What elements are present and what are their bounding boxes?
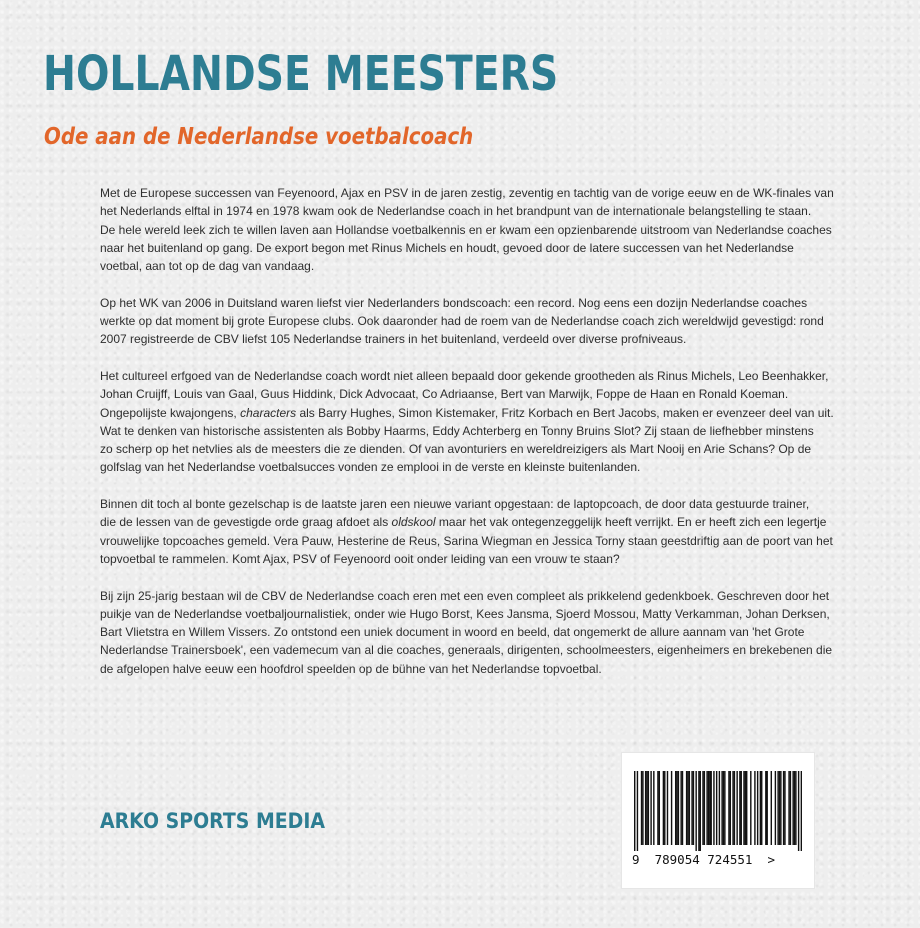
paragraph-4 (100, 495, 860, 568)
text-line: Op het WK van 2006 in Duitsland waren liefst vier Nederlanders bondscoach: een record. Nog eens een dozijn Nederlandse coaches (100, 295, 808, 310)
text-line: topvoetbal te rammelen. Komt Ajax, PSV of Feyenoord ooit onder leiding van een vrouw te staan? (100, 551, 620, 566)
italic-term: characters (240, 405, 297, 420)
text-line: vrouwelijke topcoaches gemeld. Vera Pauw, Hesterine de Reus, Sarina Wiegman en Jessica Torny staan geestdriftig aan de poort van het (100, 533, 833, 548)
barcode-bar (646, 771, 647, 845)
barcode-bar (709, 771, 710, 845)
barcode-bar (693, 771, 694, 845)
blurb-text (100, 184, 860, 696)
paragraph-3 (100, 367, 860, 477)
barcode-bar (732, 771, 733, 845)
text-line: Het cultureel erfgoed van de Nederlandse coach wordt niet alleen bepaald door gekende grootheden als Rinus Michels, Leo Beenhakker, (100, 369, 829, 383)
barcode-bar (686, 771, 687, 845)
barcode-bar (667, 771, 668, 845)
text-line (100, 404, 860, 422)
book-subtitle: Ode aan de Nederlandse voetbalcoach (44, 124, 474, 150)
barcode-bar (650, 771, 651, 845)
barcode-bar (700, 771, 701, 851)
barcode-bar (641, 771, 642, 845)
text-line: puikje van de Nederlandse voetbaljournalistiek, onder wie Hugo Borst, Kees Jansma, Sjoerd Mossou, Matty Verkamman, Johan Derksen, (100, 606, 830, 621)
text-line: Met de Europese successen van Feyenoord, Ajax en PSV in de jaren zestig, zeventig en tachtig van de vorige eeuw en de WK-finales van (100, 186, 834, 200)
barcode-bar (790, 771, 791, 845)
barcode-bar (676, 771, 677, 845)
text-line: Binnen dit toch al bonte gezelschap is de laatste jaren een nieuwe variant opgestaan: de laptopcoach, de door data gestuurde trainer, (100, 497, 810, 511)
barcode-bar (760, 771, 761, 845)
barcode-bar (695, 771, 696, 851)
text-line: Bij zijn 25-jarig bestaan wil de CBV de Nederlandse coach eren met een even compleet als prikkelend gedenkboek. Geschreven door het (100, 588, 830, 603)
barcode-bar (671, 771, 672, 845)
barcode-bar (795, 771, 796, 845)
barcode-bar (736, 771, 737, 845)
barcode-bar (716, 771, 717, 845)
barcode-bar (687, 771, 688, 845)
barcode-bar (801, 771, 802, 851)
text-line: het Nederlands elftal in 1974 en 1978 kwam ook de Nederlandse coach in het brandpunt van de internationale belangstelling te staan. (100, 204, 812, 219)
barcode-bar (798, 771, 799, 851)
barcode-bar (678, 771, 679, 845)
text-line: naar het buitenland op gang. De export begon met Rinus Michels en houdt, gevoed door de latere successen van het Nederlandse (100, 240, 794, 255)
barcode-bar (746, 771, 747, 845)
barcode-bar (794, 771, 795, 845)
barcode-bar (663, 771, 664, 845)
text-line (100, 513, 860, 531)
text-line: 2007 registreerde de CBV liefst 105 Nederlandse trainers in het buitenland, verdeeld over diverse profniveaus. (100, 332, 687, 347)
barcode-bar (783, 771, 784, 845)
barcode-bar (723, 771, 724, 845)
paragraph-5 (100, 587, 860, 678)
barcode-bar (689, 771, 690, 845)
text-line: zo scherp op het netvlies als de meesters die ze dienden. Of van avonturiers en wereldreizigers als Mart Nooij en Arie Schans? Op de (100, 442, 812, 456)
barcode-bar (657, 771, 658, 845)
text-line: werkte op dat moment bij grote Europese clubs. Ook daaronder had de roem van de Nederlandse coach zich wereldwijd gevestigd: rond (100, 314, 824, 328)
text-line: Bart Vlietstra en Willem Vissers. Zo ontstond een uniek document in woord en beeld, dat ongemerkt de allure aannam van 'het Grote (100, 625, 805, 639)
barcode-bar (771, 771, 772, 845)
barcode-bar (779, 771, 780, 845)
barcode-bar (645, 771, 646, 845)
barcode-bar (659, 771, 660, 845)
barcode-bar (719, 771, 720, 845)
text-line: voetbal, aan tot op de dag van vandaag. (100, 259, 315, 273)
barcode-bar (708, 771, 709, 845)
barcode-bar (637, 771, 638, 851)
barcode-bar (702, 771, 703, 845)
barcode-bar (721, 771, 722, 845)
barcode-bar (761, 771, 762, 845)
barcode-bar (784, 771, 785, 845)
isbn-suffix: > (767, 852, 776, 867)
barcode-bar (788, 771, 789, 845)
barcode-bar (682, 771, 683, 845)
barcode-bar (691, 771, 692, 845)
text-line: De hele wereld leek zich te willen laven aan Hollandse voetbalkennis en er kwam een opzienbarende uitstroom van Nederlandse coaches (100, 222, 832, 237)
isbn-group-1: 789054 (654, 852, 700, 867)
barcode-bar (710, 771, 711, 845)
barcode-bar (706, 771, 707, 845)
barcode-bar (792, 771, 793, 845)
paragraph-2 (100, 294, 860, 349)
barcode-icon (634, 771, 802, 851)
barcode-box (621, 752, 815, 889)
text-run: die de lessen van de gevestigde orde graag afdoet als (100, 515, 392, 530)
barcode-bar (777, 771, 778, 845)
barcode-bar (743, 771, 744, 845)
barcode-bar (750, 771, 751, 845)
barcode-bar (704, 771, 705, 845)
text-run: maar het vak ontegenzeggelijk heeft verrijkt. En er heeft zich een legertje (435, 515, 827, 530)
text-line: Johan Cruijff, Louis van Gaal, Guus Hiddink, Dick Advocaat, Co Adriaanse, Bert van Marwijk, Foppe de Haan en Ronald Koeman. (100, 387, 789, 402)
text-line: Nederlandse Trainersboek', een vademecum van al die coaches, generaals, dirigenten, schoolmeesters, eigenheimers en brekebenen die (100, 643, 833, 658)
barcode-bar (728, 771, 729, 845)
barcode-bar (765, 771, 766, 845)
text-line: golfslag van het Nederlandse voetbalsucces vonden ze emplooi in de verste en kleinste buitenlanden. (100, 460, 641, 475)
barcode-bar (653, 771, 654, 845)
barcode-bar (664, 771, 665, 845)
barcode-bar (634, 771, 635, 851)
barcode-bar (734, 771, 735, 845)
barcode-bar (745, 771, 746, 845)
text-line: Wat te denken van historische assistenten als Bobby Haarms, Eddy Achterberg en Tonny Bruins Slot? Zij staan de liefhebber minstens (100, 423, 814, 438)
barcode-bar (675, 771, 676, 845)
barcode-bar (642, 771, 643, 845)
barcode-bar (730, 771, 731, 845)
text-run: als Barry Hughes, Simon Kistemaker, Fritz Korbach en Bert Jacobs, maken er evenzeer deel van uit. (296, 405, 834, 420)
barcode-bar (775, 771, 776, 845)
isbn-group-2: 724551 (707, 852, 753, 867)
barcode-bar (766, 771, 767, 845)
book-title: HOLLANDSE MEESTERS (43, 46, 559, 102)
barcode-bar (757, 771, 758, 845)
isbn-prefix: 9 (632, 852, 640, 867)
barcode-bar (780, 771, 781, 845)
text-line: de afgelopen halve eeuw een hoofdrol speelden op de bühne van het Nederlandse topvoetbal. (100, 661, 602, 676)
paragraph-1 (100, 184, 860, 275)
barcode-bar (648, 771, 649, 845)
publisher-logo: ARKO SPORTS MEDIA (100, 809, 326, 833)
isbn-number (632, 852, 808, 868)
barcode-bar (698, 771, 699, 851)
barcode-bar (680, 771, 681, 845)
barcode-bar (741, 771, 742, 845)
barcode-bar (754, 771, 755, 845)
barcode-bar (739, 771, 740, 845)
barcode-bar (713, 771, 714, 845)
italic-term: oldskool (391, 515, 436, 530)
barcode-bar (724, 771, 725, 845)
text-run: Ongepolijste kwajongens, (100, 405, 241, 420)
